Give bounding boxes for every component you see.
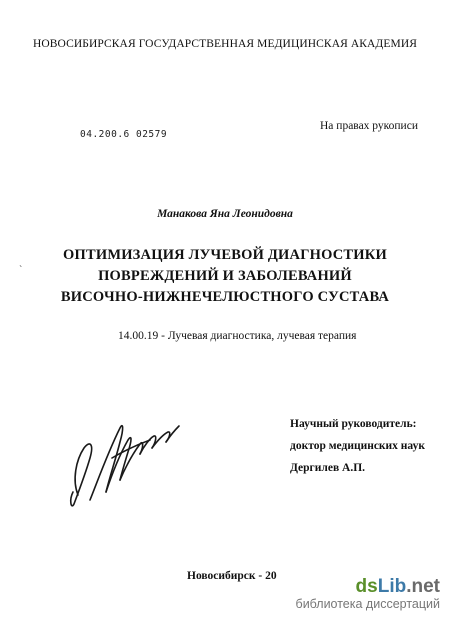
supervisor-degree: доктор медицинских наук: [290, 440, 425, 452]
title-line-3: ВИСОЧНО-НИЖНЕЧЕЛЮСТНОГО СУСТАВА: [60, 289, 390, 305]
scan-mark: `: [19, 265, 23, 276]
supervisor-name: Дергилев А.П.: [290, 462, 366, 474]
watermark-logo-lib: Lib: [377, 576, 407, 597]
dslib-watermark: [296, 577, 440, 612]
specialty-code: 14.00.19 - Лучевая диагностика, лучевая терапия: [118, 330, 357, 342]
watermark-subtitle: библиотека диссертаций: [295, 597, 440, 611]
title-line-1: ОПТИМИЗАЦИЯ ЛУЧЕВОЙ ДИАГНОСТИКИ: [63, 247, 387, 263]
author-name: Манакова Яна Леонидовна: [157, 208, 293, 220]
city-year: Новосибирск - 20: [187, 570, 277, 582]
supervisor-label: Научный руководитель:: [290, 418, 417, 430]
watermark-logo: [296, 577, 440, 597]
handwritten-signature: [50, 400, 185, 515]
manuscript-rights-note: На правах рукописи: [320, 120, 418, 132]
institution-name: НОВОСИБИРСКАЯ ГОСУДАРСТВЕННАЯ МЕДИЦИНСКАЯ АКАДЕМИЯ: [32, 38, 418, 50]
archive-stamp-code: 04.200.6 02579: [80, 129, 168, 140]
watermark-logo-ds: ds: [355, 576, 378, 597]
watermark-logo-net: .net: [406, 576, 440, 597]
title-line-2: ПОВРЕЖДЕНИЙ И ЗАБОЛЕВАНИЙ: [98, 268, 352, 284]
